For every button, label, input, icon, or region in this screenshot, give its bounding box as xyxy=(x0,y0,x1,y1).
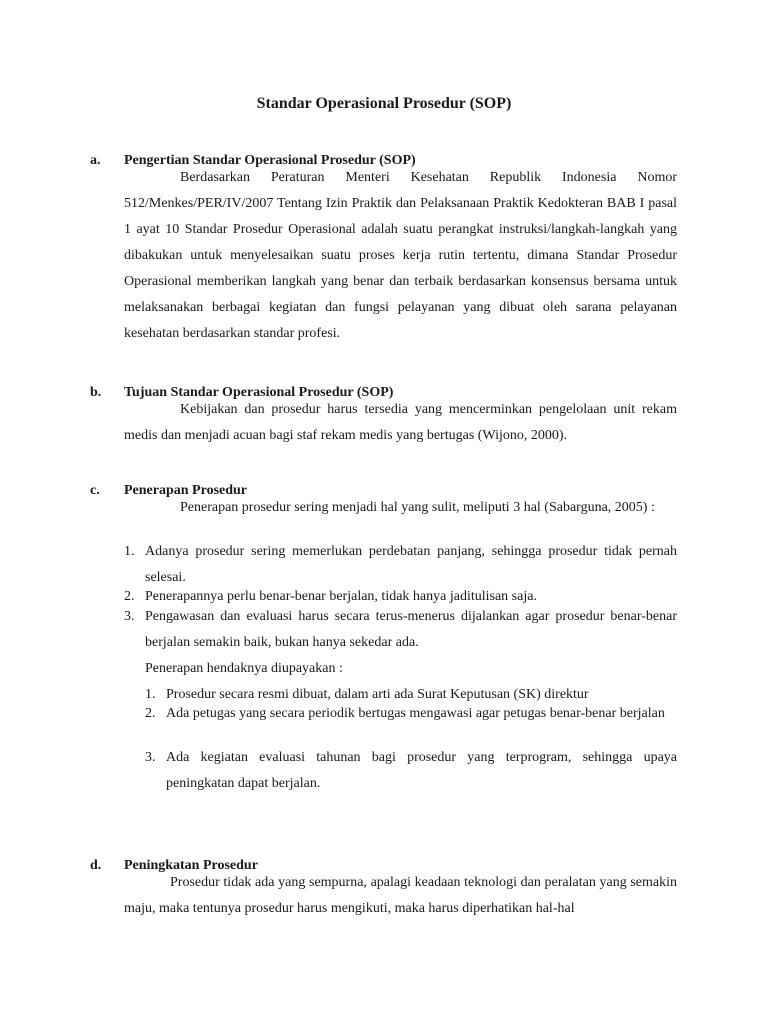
list-item-number: 1. xyxy=(145,687,156,702)
list-item xyxy=(145,745,677,797)
section-c-letter: c. xyxy=(90,483,100,498)
section-c-heading: Penerapan Prosedur xyxy=(124,483,248,498)
list-item-text: Pengawasan dan evaluasi harus secara terus-menerus dijalankan agar prosedur benar-benar berjalan semakin baik, bukan hanya sekedar ada. xyxy=(145,609,677,650)
section-d-heading: Peningkatan Prosedur xyxy=(124,858,258,873)
list-item-text: Adanya prosedur sering memerlukan perdebatan panjang, sehingga prosedur tidak pernah selesai. xyxy=(145,544,677,585)
list-item-number: 1. xyxy=(124,544,135,559)
section-b-heading: Tujuan Standar Operasional Prosedur (SOP) xyxy=(124,385,394,400)
list-item xyxy=(124,604,677,656)
list-item-number: 2. xyxy=(124,589,135,604)
section-b-letter: b. xyxy=(90,385,102,400)
list-item-number: 2. xyxy=(145,706,156,721)
section-c-paragraph: Penerapan prosedur sering menjadi hal yang sulit, meliputi 3 hal (Sabarguna, 2005) : xyxy=(180,500,655,515)
section-d-paragraph: Prosedur tidak ada yang sempurna, apalagi keadaan teknologi dan peralatan yang semakin maju, maka tentunya prosedur harus mengikuti, maka harus diperhatikan hal-hal xyxy=(124,875,677,916)
list-item-text: Ada kegiatan evaluasi tahunan bagi prosedur yang terprogram, sehingga upaya peningkatan dapat berjalan. xyxy=(166,750,677,791)
lead-text: Penerapan hendaknya diupayakan : xyxy=(145,661,343,676)
list-item-number: 3. xyxy=(145,750,156,765)
document-title: Standar Operasional Prosedur (SOP) xyxy=(256,95,512,112)
section-d-letter: d. xyxy=(90,858,102,873)
list-item-text: Ada petugas yang secara periodik bertugas mengawasi agar petugas benar-benar berjalan xyxy=(166,706,665,721)
section-a-heading: Pengertian Standar Operasional Prosedur (SOP) xyxy=(124,153,416,168)
list-item-number: 3. xyxy=(124,609,135,624)
list-item-text: Prosedur secara resmi dibuat, dalam arti ada Surat Keputusan (SK) direktur xyxy=(166,687,589,702)
list-item-text: Penerapannya perlu benar-benar berjalan, tidak hanya jaditulisan saja. xyxy=(145,589,537,604)
section-b-paragraph: Kebijakan dan prosedur harus tersedia yang mencerminkan pengelolaan unit rekam medis dan menjadi acuan bagi staf rekam medis yang bertugas (Wijono, 2000). xyxy=(124,402,677,443)
section-a-paragraph: Berdasarkan Peraturan Menteri Kesehatan Republik Indonesia Nomor 512/Menkes/PER/IV/2007 Tentang Izin Praktik dan Pelaksanaan Praktik Kedokteran BAB I pasal 1 ayat 10 Standar Prosedur Operasional adalah suatu perangkat instruksi/langkah-langkah yang dibakukan untuk menyelesaikan suatu proses kerja rutin tertentu, dimana Standar Prosedur Operasional memberikan langkah yang benar dan terbaik berdasarkan konsensus bersama untuk melaksanakan berbagai kegiatan dan fungsi pelayanan yang dibuat oleh sarana pelayanan kesehatan berdasarkan standar profesi. xyxy=(124,170,677,341)
section-a-letter: a. xyxy=(90,153,101,168)
